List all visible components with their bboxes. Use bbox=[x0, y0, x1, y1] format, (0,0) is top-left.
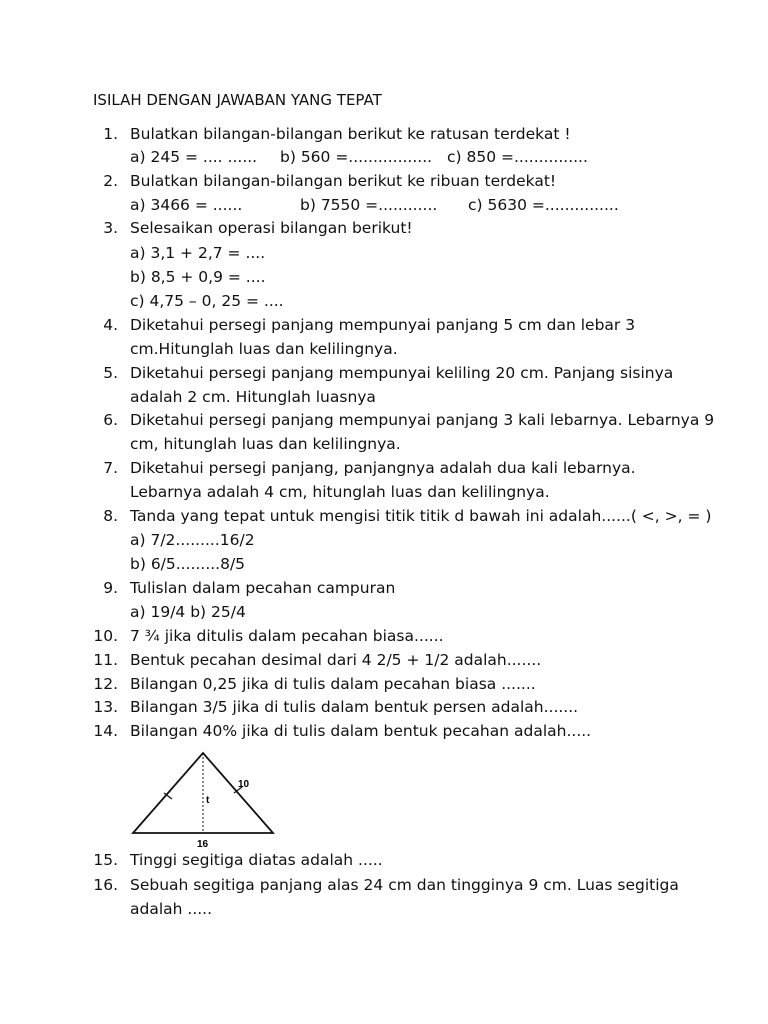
worksheet-title: ISILAH DENGAN JAWABAN YANG TEPAT bbox=[93, 91, 382, 109]
question-number: 8. bbox=[103, 507, 118, 525]
question-text-line-2: cm.Hitunglah luas dan kelilingnya. bbox=[130, 340, 398, 358]
question-text: Tinggi segitiga diatas adalah ..... bbox=[130, 851, 383, 869]
question-text: Selesaikan operasi bilangan berikut! bbox=[130, 219, 413, 237]
question-text-line-1: Diketahui persegi panjang, panjangnya adalah dua kali lebarnya. bbox=[130, 459, 636, 477]
question-number: 16. bbox=[93, 876, 118, 894]
question-number: 4. bbox=[103, 316, 118, 334]
question-text: Tanda yang tepat untuk mengisi titik titik d bawah ini adalah......( <, >, = ) bbox=[130, 507, 712, 525]
question-number: 12. bbox=[93, 675, 118, 693]
question-text-line-1: Diketahui persegi panjang mempunyai keliling 20 cm. Panjang sisinya bbox=[130, 364, 674, 382]
option-a: a) 245 = .... ...... bbox=[130, 148, 258, 166]
question-text: Bilangan 0,25 jika di tulis dalam pecahan biasa ....... bbox=[130, 675, 536, 693]
option-b: b) 8,5 + 0,9 = .... bbox=[130, 268, 266, 286]
question-text: Bentuk pecahan desimal dari 4 2/5 + 1/2 adalah....... bbox=[130, 651, 542, 669]
options: a) 19/4 b) 25/4 bbox=[130, 603, 246, 621]
question-number: 7. bbox=[103, 459, 118, 477]
question-text-line-1: Diketahui persegi panjang mempunyai panjang 3 kali lebarnya. Lebarnya 9 bbox=[130, 411, 715, 429]
question-text: 7 ¾ jika ditulis dalam pecahan biasa...... bbox=[130, 627, 444, 645]
question-text: Bulatkan bilangan-bilangan berikut ke ratusan terdekat ! bbox=[130, 125, 571, 143]
question-number: 3. bbox=[103, 219, 118, 237]
option-a: a) 7/2.........16/2 bbox=[130, 531, 255, 549]
question-text-line-2: adalah 2 cm. Hitunglah luasnya bbox=[130, 388, 376, 406]
question-number: 11. bbox=[93, 651, 118, 669]
question-number: 10. bbox=[93, 627, 118, 645]
question-number: 5. bbox=[103, 364, 118, 382]
question-number: 2. bbox=[103, 172, 118, 190]
option-b: b) 560 =................. bbox=[280, 148, 433, 166]
option-a: a) 3,1 + 2,7 = .... bbox=[130, 244, 266, 262]
option-c: c) 4,75 – 0, 25 = .... bbox=[130, 292, 284, 310]
side-label: 10 bbox=[238, 779, 250, 790]
question-number: 6. bbox=[103, 411, 118, 429]
question-text-line-2: cm, hitunglah luas dan kelilingnya. bbox=[130, 435, 401, 453]
option-a: a) 3466 = ...... bbox=[130, 196, 243, 214]
question-text: Bilangan 3/5 jika di tulis dalam bentuk persen adalah....... bbox=[130, 698, 579, 716]
base-label: 16 bbox=[197, 839, 209, 850]
question-number: 15. bbox=[93, 851, 118, 869]
option-c: c) 5630 =............... bbox=[468, 196, 619, 214]
option-c: c) 850 =............... bbox=[447, 148, 588, 166]
question-text-line-1: Diketahui persegi panjang mempunyai panjang 5 cm dan lebar 3 bbox=[130, 316, 636, 334]
question-text: Tulislan dalam pecahan campuran bbox=[130, 579, 396, 597]
question-text-line-2: Lebarnya adalah 4 cm, hitunglah luas dan kelilingnya. bbox=[130, 483, 550, 501]
option-b: b) 6/5.........8/5 bbox=[130, 555, 246, 573]
question-text-line-1: Sebuah segitiga panjang alas 24 cm dan tingginya 9 cm. Luas segitiga bbox=[130, 876, 679, 894]
question-text-line-2: adalah ..... bbox=[130, 900, 213, 918]
question-text: Bilangan 40% jika di tulis dalam bentuk pecahan adalah..... bbox=[130, 722, 592, 740]
height-label: t bbox=[206, 795, 210, 806]
question-number: 13. bbox=[93, 698, 118, 716]
question-text: Bulatkan bilangan-bilangan berikut ke ribuan terdekat! bbox=[130, 172, 557, 190]
isosceles-triangle-figure bbox=[120, 745, 290, 853]
option-b: b) 7550 =............ bbox=[300, 196, 438, 214]
question-number: 14. bbox=[93, 722, 118, 740]
question-number: 9. bbox=[103, 579, 118, 597]
question-number: 1. bbox=[103, 125, 118, 143]
